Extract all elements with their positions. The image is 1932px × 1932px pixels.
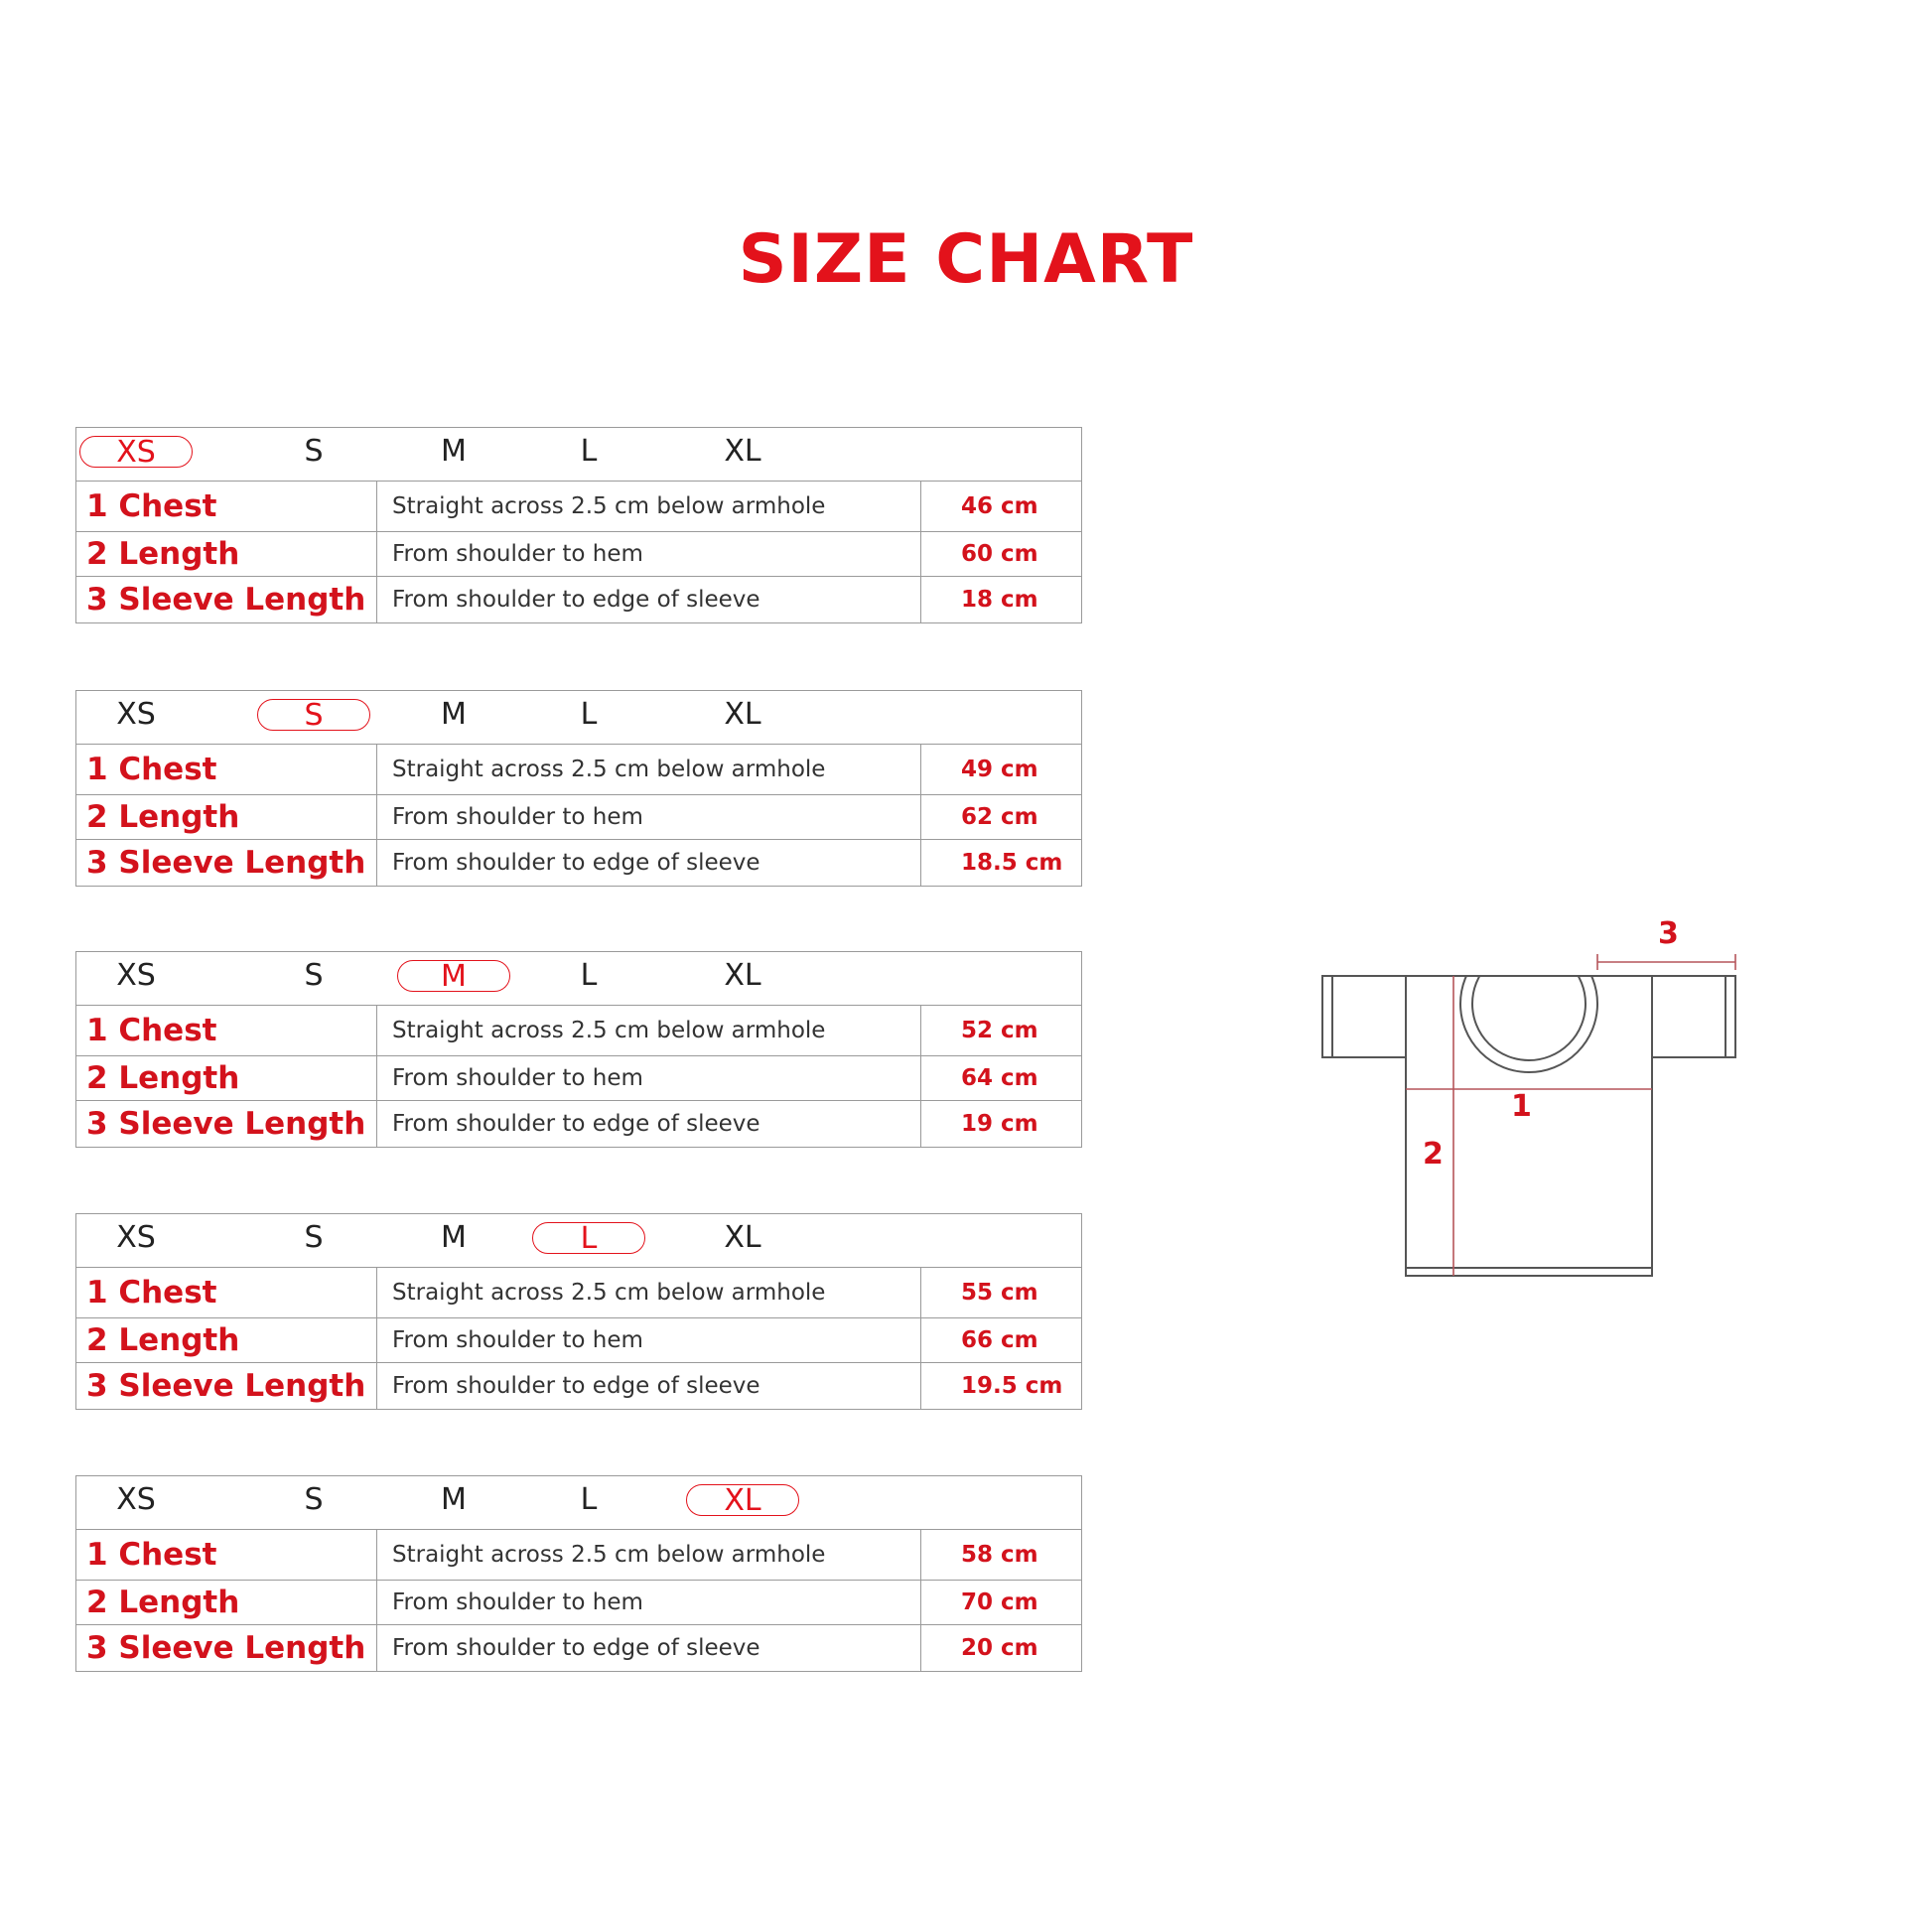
size-header xyxy=(76,1476,1081,1530)
measure-value: 18.5 cm xyxy=(920,840,1081,886)
table-row xyxy=(76,532,1081,577)
table-row xyxy=(76,1318,1081,1363)
measure-name: 3 Sleeve Length xyxy=(86,1368,366,1404)
size-option-xs[interactable]: XS xyxy=(79,436,193,468)
size-option-xl[interactable]: XL xyxy=(724,697,761,732)
size-header xyxy=(76,428,1081,482)
measure-description: Straight across 2.5 cm below armhole xyxy=(376,1006,920,1055)
size-header xyxy=(76,1214,1081,1268)
measure-description: From shoulder to edge of sleeve xyxy=(376,1101,920,1147)
measure-description: Straight across 2.5 cm below armhole xyxy=(376,1268,920,1317)
table-row xyxy=(76,1006,1081,1056)
measure-name: 3 Sleeve Length xyxy=(86,1106,366,1142)
size-option-xl[interactable]: XL xyxy=(724,1220,761,1255)
table-row xyxy=(76,1363,1081,1409)
size-option-xs[interactable]: XS xyxy=(116,1220,156,1255)
measure-value: 20 cm xyxy=(920,1625,1081,1671)
size-option-l[interactable]: L xyxy=(580,697,598,732)
measure-name: 3 Sleeve Length xyxy=(86,1630,366,1666)
size-option-m[interactable]: M xyxy=(397,960,510,992)
table-row xyxy=(76,795,1081,840)
size-option-s[interactable]: S xyxy=(304,1482,324,1517)
size-table-l xyxy=(75,1213,1082,1410)
measure-value: 49 cm xyxy=(920,745,1081,794)
measure-description: From shoulder to hem xyxy=(376,532,920,576)
size-option-l[interactable]: L xyxy=(580,958,598,993)
table-row xyxy=(76,577,1081,622)
measure-description: Straight across 2.5 cm below armhole xyxy=(376,482,920,531)
size-table-xs xyxy=(75,427,1082,623)
measure-description: From shoulder to edge of sleeve xyxy=(376,1625,920,1671)
size-header xyxy=(76,691,1081,745)
chest-label: 1 xyxy=(1511,1089,1532,1124)
measure-value: 19.5 cm xyxy=(920,1363,1081,1409)
measure-description: From shoulder to hem xyxy=(376,795,920,839)
page-title: SIZE CHART xyxy=(738,220,1194,299)
length-label: 2 xyxy=(1423,1137,1444,1172)
measure-name: 3 Sleeve Length xyxy=(86,845,366,881)
left-sleeve xyxy=(1322,976,1406,1057)
size-option-m[interactable]: M xyxy=(441,1220,467,1255)
measure-name: 2 Length xyxy=(86,1322,240,1358)
table-row xyxy=(76,1530,1081,1581)
measure-description: Straight across 2.5 cm below armhole xyxy=(376,1530,920,1580)
size-header xyxy=(76,952,1081,1006)
measure-description: From shoulder to hem xyxy=(376,1056,920,1100)
shirt-body xyxy=(1406,976,1652,1276)
measure-description: Straight across 2.5 cm below armhole xyxy=(376,745,920,794)
measure-value: 60 cm xyxy=(920,532,1081,576)
size-option-s[interactable]: S xyxy=(257,699,370,731)
sleeve-label: 3 xyxy=(1658,916,1679,951)
size-option-m[interactable]: M xyxy=(441,697,467,732)
measure-description: From shoulder to edge of sleeve xyxy=(376,1363,920,1409)
table-row xyxy=(76,840,1081,886)
size-table-m xyxy=(75,951,1082,1148)
measure-value: 58 cm xyxy=(920,1530,1081,1580)
size-option-m[interactable]: M xyxy=(441,1482,467,1517)
size-option-xl[interactable]: XL xyxy=(686,1484,799,1516)
table-row xyxy=(76,482,1081,532)
size-table-s xyxy=(75,690,1082,887)
measure-name: 2 Length xyxy=(86,1585,240,1620)
size-option-s[interactable]: S xyxy=(304,958,324,993)
table-row xyxy=(76,745,1081,795)
table-row xyxy=(76,1056,1081,1101)
measure-value: 55 cm xyxy=(920,1268,1081,1317)
size-option-s[interactable]: S xyxy=(304,1220,324,1255)
measure-name: 1 Chest xyxy=(86,1537,217,1573)
measure-name: 2 Length xyxy=(86,536,240,572)
measure-value: 46 cm xyxy=(920,482,1081,531)
measure-name: 1 Chest xyxy=(86,1013,217,1048)
tshirt-outline xyxy=(1320,918,1757,1286)
measure-name: 2 Length xyxy=(86,799,240,835)
tshirt-diagram xyxy=(1320,918,1757,1291)
measure-description: From shoulder to hem xyxy=(376,1318,920,1362)
table-row xyxy=(76,1581,1081,1625)
size-option-l[interactable]: L xyxy=(532,1222,645,1254)
size-option-s[interactable]: S xyxy=(304,434,324,469)
measure-name: 2 Length xyxy=(86,1060,240,1096)
size-option-l[interactable]: L xyxy=(580,434,598,469)
measure-value: 19 cm xyxy=(920,1101,1081,1147)
measure-description: From shoulder to edge of sleeve xyxy=(376,840,920,886)
measure-value: 18 cm xyxy=(920,577,1081,622)
table-row xyxy=(76,1101,1081,1147)
measure-value: 64 cm xyxy=(920,1056,1081,1100)
measure-name: 1 Chest xyxy=(86,752,217,787)
size-option-xs[interactable]: XS xyxy=(116,1482,156,1517)
table-row xyxy=(76,1268,1081,1318)
measure-name: 1 Chest xyxy=(86,488,217,524)
size-option-xl[interactable]: XL xyxy=(724,958,761,993)
size-option-xl[interactable]: XL xyxy=(724,434,761,469)
measure-name: 3 Sleeve Length xyxy=(86,582,366,618)
measure-name: 1 Chest xyxy=(86,1275,217,1311)
measure-description: From shoulder to edge of sleeve xyxy=(376,577,920,622)
size-option-xs[interactable]: XS xyxy=(116,958,156,993)
size-option-m[interactable]: M xyxy=(441,434,467,469)
table-row xyxy=(76,1625,1081,1671)
measure-value: 62 cm xyxy=(920,795,1081,839)
size-table-xl xyxy=(75,1475,1082,1672)
measure-description: From shoulder to hem xyxy=(376,1581,920,1624)
measure-value: 66 cm xyxy=(920,1318,1081,1362)
size-option-l[interactable]: L xyxy=(580,1482,598,1517)
measure-value: 52 cm xyxy=(920,1006,1081,1055)
right-sleeve xyxy=(1652,976,1735,1057)
size-option-xs[interactable]: XS xyxy=(116,697,156,732)
measure-value: 70 cm xyxy=(920,1581,1081,1624)
